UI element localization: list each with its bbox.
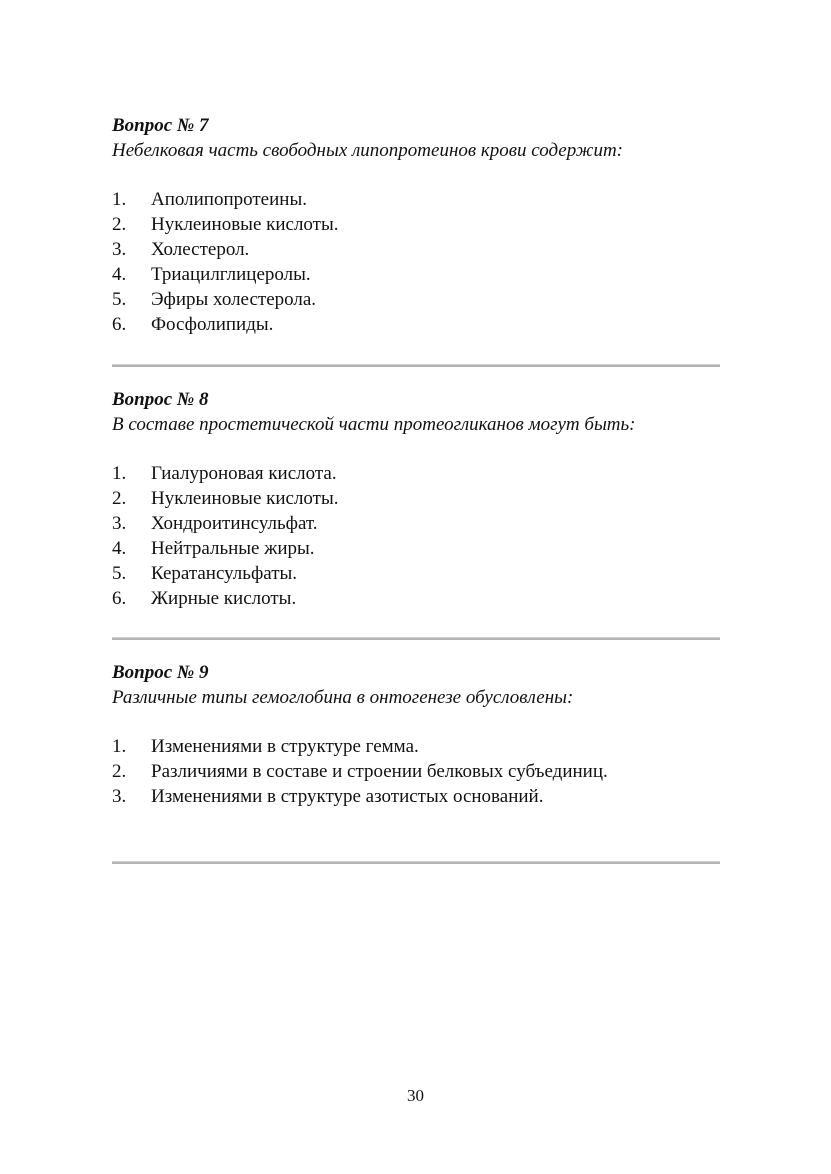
answer-number: 5. xyxy=(112,563,127,584)
section-divider xyxy=(112,861,720,864)
answer-number: 3. xyxy=(112,513,127,534)
answer-item xyxy=(112,734,720,759)
section-divider xyxy=(112,637,720,640)
answer-number: 6. xyxy=(112,314,127,335)
answer-number: 4. xyxy=(112,538,127,559)
answer-item xyxy=(112,312,720,337)
answer-text: Нуклеиновые кислоты. xyxy=(151,488,339,509)
answer-item xyxy=(112,759,720,784)
answer-text: Хондроитинсульфат. xyxy=(151,513,318,534)
answer-list xyxy=(112,461,720,611)
answer-text: Эфиры холестерола. xyxy=(151,289,317,310)
answer-number: 1. xyxy=(112,736,127,757)
answer-number: 2. xyxy=(112,761,127,782)
answer-item xyxy=(112,536,720,561)
answer-number: 3. xyxy=(112,786,127,807)
question-text: В составе простетической части протеогликанов могут быть: xyxy=(112,414,636,435)
answer-text: Фосфолипиды. xyxy=(151,314,274,335)
answer-number: 1. xyxy=(112,463,127,484)
question-title: Вопрос № 9 xyxy=(112,662,209,683)
answer-number: 6. xyxy=(112,588,127,609)
question-8 xyxy=(112,387,720,611)
answer-text: Аполипопротеины. xyxy=(151,189,307,210)
answer-text: Жирные кислоты. xyxy=(151,588,297,609)
section-divider xyxy=(112,364,720,367)
answer-list xyxy=(112,734,720,809)
answer-text: Изменениями в структуре азотистых оснований. xyxy=(151,786,544,807)
answer-text: Нуклеиновые кислоты. xyxy=(151,214,339,235)
answer-text: Холестерол. xyxy=(151,239,250,260)
question-9 xyxy=(112,660,720,809)
question-title: Вопрос № 7 xyxy=(112,115,209,136)
answer-text: Триацилглицеролы. xyxy=(151,264,311,285)
question-text: Различные типы гемоглобина в онтогенезе обусловлены: xyxy=(112,687,574,708)
answer-item xyxy=(112,461,720,486)
answer-item xyxy=(112,561,720,586)
answer-number: 5. xyxy=(112,289,127,310)
answer-number: 4. xyxy=(112,264,127,285)
answer-item xyxy=(112,586,720,611)
answer-number: 3. xyxy=(112,239,127,260)
answer-list xyxy=(112,187,720,337)
answer-number: 2. xyxy=(112,488,127,509)
answer-item xyxy=(112,784,720,809)
answer-text: Изменениями в структуре гемма. xyxy=(151,736,419,757)
answer-item xyxy=(112,212,720,237)
answer-number: 1. xyxy=(112,189,127,210)
question-text: Небелковая часть свободных липопротеинов крови содержит: xyxy=(112,140,623,161)
answer-text: Гиалуроновая кислота. xyxy=(151,463,337,484)
answer-item xyxy=(112,486,720,511)
answer-text: Нейтральные жиры. xyxy=(151,538,315,559)
page-number: 30 xyxy=(407,1086,424,1105)
answer-item xyxy=(112,187,720,212)
answer-text: Кератансульфаты. xyxy=(151,563,298,584)
answer-item xyxy=(112,262,720,287)
answer-text: Различиями в составе и строении белковых субъединиц. xyxy=(151,761,608,782)
question-title: Вопрос № 8 xyxy=(112,389,209,410)
answer-item xyxy=(112,287,720,312)
answer-number: 2. xyxy=(112,214,127,235)
question-7 xyxy=(112,113,720,337)
answer-item xyxy=(112,237,720,262)
answer-item xyxy=(112,511,720,536)
